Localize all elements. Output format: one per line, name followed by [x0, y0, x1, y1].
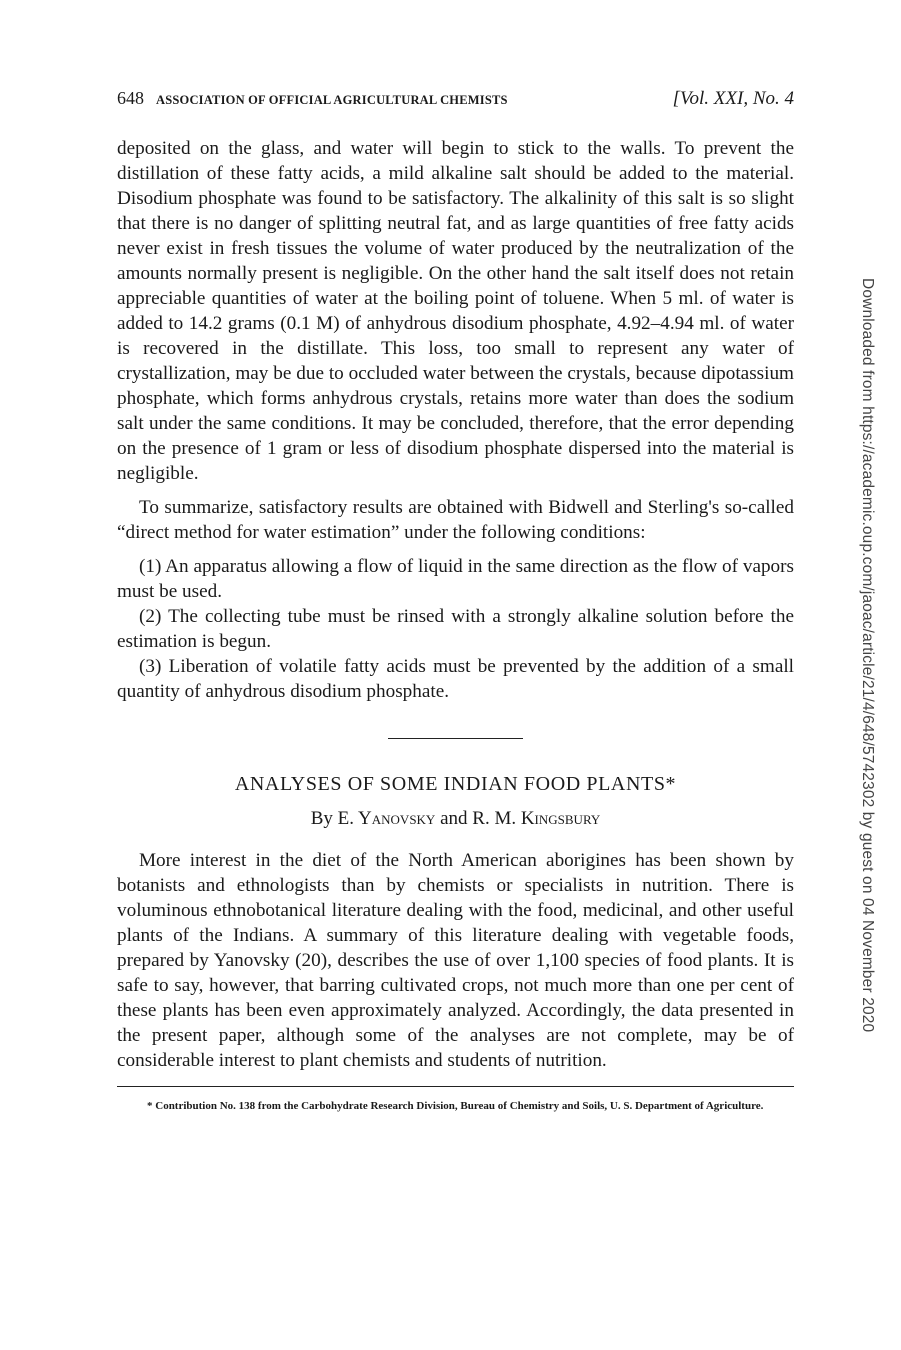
author-2: R. M. Kingsbury — [472, 808, 601, 829]
condition-2: (2) The collecting tube must be rinsed with a strongly alkaline solution before the estimation is begun. — [117, 606, 794, 652]
section-divider — [388, 738, 523, 739]
condition-1: (1) An apparatus allowing a flow of liquid in the same direction as the flow of vapors must be used. — [117, 556, 794, 602]
footnote: * Contribution No. 138 from the Carbohydrate Research Division, Bureau of Chemistry and Soils, U. S. Department of Agriculture. — [147, 1100, 764, 1112]
byline-by: By — [310, 808, 333, 829]
condition-3: (3) Liberation of volatile fatty acids must be prevented by the addition of a small quantity of anhydrous disodium phosphate. — [117, 656, 794, 702]
page-number: 648 — [117, 88, 144, 108]
summary-paragraph: To summarize, satisfactory results are obtained with Bidwell and Sterling's so-called “direct method for water estimation” under the following conditions: — [117, 497, 794, 543]
journal-name: ASSOCIATION OF OFFICIAL AGRICULTURAL CHEMISTS — [156, 93, 508, 107]
footnote-rule — [117, 1086, 794, 1087]
journal-page — [117, 88, 794, 1112]
article-intro-paragraph: More interest in the diet of the North American aborigines has been shown by botanists and ethnologists than by chemists or specialists in nutrition. There is voluminous ethnobotanical literature dealing with the food, medicinal, and other useful plants of the Indians. A summary of this literature dealing with vegetable foods, prepared by Yanovsky (20), describes the use of over 1,100 species of food plants. It is safe to say, however, that barring cultivated crops, not much more than one per cent of these plants has been even approximately analyzed. Accordingly, the data presented in the present paper, although some of the analyses are not complete, may be of considerable interest to plant chemists and students of nutrition. — [117, 850, 794, 1071]
byline-and: and — [440, 808, 468, 829]
running-head — [117, 88, 794, 110]
volume-issue: [Vol. XXI, No. 4 — [672, 88, 794, 109]
article-title: ANALYSES OF SOME INDIAN FOOD PLANTS* — [234, 773, 677, 795]
body-paragraph: deposited on the glass, and water will begin to stick to the walls. To prevent the distillation of these fatty acids, a mild alkaline salt should be added to the material. Disodium phosphate was found to be satisfactory. The alkalinity of this salt is so slight that there is no danger of splitting neutral fat, and as large quantities of free fatty acids never exist in fresh tissues the volume of water produced by the neutralization of the amounts normally present is negligible. On the other hand the salt itself does not retain appreciable quantities of water at the boiling point of toluene. When 5 ml. of water is added to 14.2 grams (0.1 M) of anhydrous disodium phosphate, 4.92–4.94 ml. of water is recovered in the distillate. This loss, too small to represent any water of crystallization, may be due to occluded water between the crystals, because dipotassium phosphate, which forms anhydrous crystals, retains more water than does the sodium salt under the same conditions. It may be concluded, therefore, that the error depending on the presence of 1 gram or less of disodium phosphate dispersed into the material is negligible. — [117, 138, 794, 484]
author-1: E. Yanovsky — [337, 808, 436, 829]
article-byline — [117, 808, 794, 830]
download-watermark: Downloaded from https://academic.oup.com/jaoac/article/21/4/648/5742302 by guest on 04 November 2020 — [859, 278, 876, 1033]
